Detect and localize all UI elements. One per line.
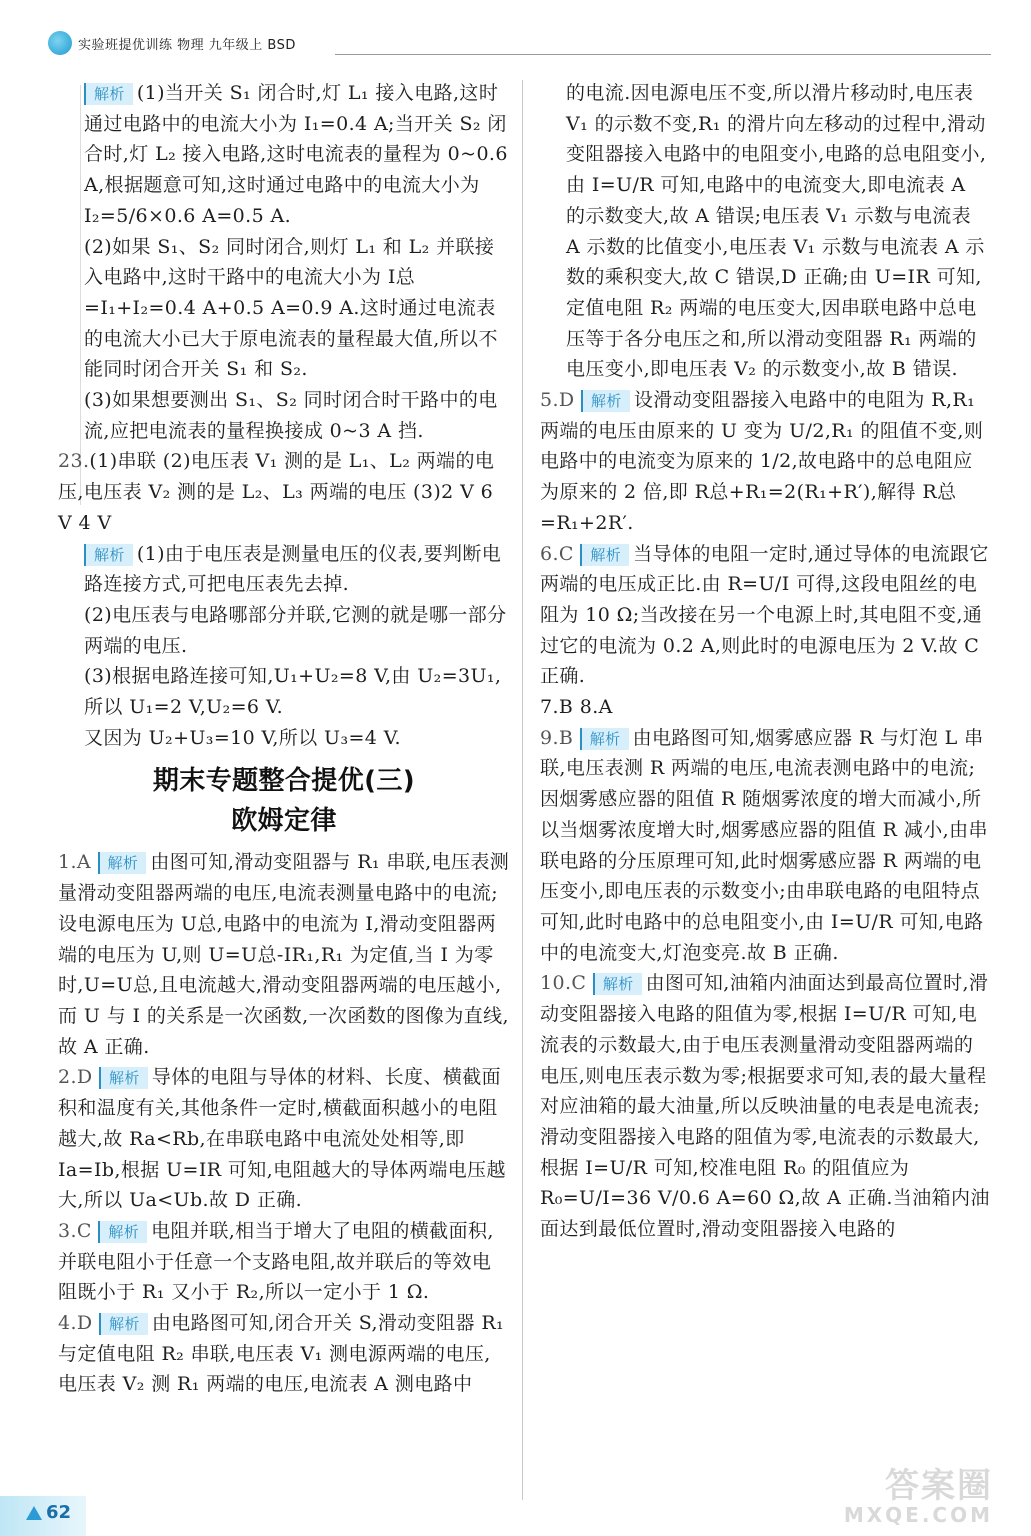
right-column xyxy=(540,78,990,1245)
watermark: 答案圈 MXQE.COM xyxy=(843,1466,993,1527)
analysis-tag: 解析 xyxy=(99,1067,148,1089)
analysis-paragraph: (2)如果 S₁、S₂ 同时闭合,则灯 L₁ 和 L₂ 并联接入电路中,这时干路中的电流大小为 I总=I₁+I₂=0.4 A+0.5 A=0.9 A.这时通过电流表的电流大小已大于原电流表的量程最大值,所以不能同时闭合开关 S₁ 和 S₂. xyxy=(84,235,498,381)
question-3-answer: 3.C 解析 电阻并联,相当于增大了电阻的横截面积,并联电阻小于任意一个支路电阻,故并联后的等效电阻既小于 R₁ 又小于 R₂,所以一定小于 1 Ω. xyxy=(58,1219,494,1304)
analysis-paragraph: (2)电压表与电路哪部分并联,它测的就是哪一部分两端的电压. xyxy=(84,603,507,657)
analysis-paragraph: (3)根据电路连接可知,U₁+U₂=8 V,由 U₂=3U₁,所以 U₁=2 V,U₂=6 V. xyxy=(84,665,502,719)
header-divider xyxy=(335,54,991,55)
analysis-tag: 解析 xyxy=(98,852,147,874)
question-7-8-answer: 7.B 8.A xyxy=(540,696,613,719)
analysis-tag: 解析 xyxy=(593,973,642,995)
analysis-tag: 解析 xyxy=(84,544,133,566)
analysis-paragraph: 解析 (1)由于电压表是测量电压的仪表,要判断电路连接方式,可把电压表先去掉. xyxy=(84,542,502,596)
question-1-answer: 1.A 解析 由图可知,滑动变阻器与 R₁ 串联,电压表测量滑动变阻器两端的电压,电流表测量电路中的电流;设电源电压为 U总,电路中的电流为 I,滑动变阻器两端的电压为 U,则 U=U总-IR₁,R₁ 为定值,当 I 为零时,U=U总,且电流越大,滑动变阻器两端的电压越小,而 U 与 I 的关系是一次函数,一次函数的图像为直线,故 A 正确. xyxy=(58,851,510,1058)
analysis-tag: 解析 xyxy=(98,1221,147,1243)
question-2-answer: 2.D 解析 导体的电阻与导体的材料、长度、横截面积和温度有关,其他条件一定时,横截面积越小的电阻越大,故 Ra<Rb,在串联电路中电流处处相等,即 Ia=Ib,根据 U=IR 可知,电阻越大的导体两端电压越大,所以 Ua<Ub.故 D 正确. xyxy=(58,1066,506,1212)
page-header xyxy=(48,30,296,56)
question-9-answer: 9.B 解析 由电路图可知,烟雾感应器 R 与灯泡 L 串联,电压表测 R 两端的电压,电流表测电路中的电流;因烟雾感应器的阻值 R 随烟雾浓度的增大而减小,所以当烟雾浓度增大时,烟雾感应器的阻值 R 减小,由串联电路的分压原理可知,此时烟雾感应器 R 两端的电压变小,即电压表的示数变小;由串联电路的电阻特点可知,此时电路中的总电阻变小,由 I=U/R 可知,电路中的电流变大,灯泡变亮.故 B 正确. xyxy=(540,726,988,964)
section-title: 期末专题整合提优(三) xyxy=(152,766,416,797)
question-5-answer: 5.D 解析 设滑动变阻器接入电路中的电阻为 R,R₁ 两端的电压由原来的 U 变为 U/2,R₁ 的阻值不变,则电路中的电流变为原来的 1/2,故电路中的总电阻应为原来的 2 倍,即 R总+R₁=2(R₁+R′),解得 R总=R₁+2R′. xyxy=(540,389,984,534)
page-number-band xyxy=(0,1496,86,1536)
analysis-paragraph: 解析 (1)当开关 S₁ 闭合时,灯 L₁ 接入电路,这时通过电路中的电流大小为 I₁=0.4 A;当开关 S₂ 闭合时,灯 L₂ 接入电路,这时电流表的量程为 0~0.6 A,根据题意可知,这时通过电路中的电流大小为 I₂=5/6×0.6 A=0.5 A. xyxy=(84,82,508,227)
analysis-tag: 解析 xyxy=(84,83,133,105)
question-4-answer: 4.D 解析 由电路图可知,闭合开关 S,滑动变阻器 R₁ 与定值电阻 R₂ 串联,电压表 V₁ 测电源两端的电压,电压表 V₂ 测 R₁ 两端的电压,电流表 A 测电路中 xyxy=(58,1312,505,1396)
arrow-up-icon xyxy=(26,1506,42,1520)
analysis-tag: 解析 xyxy=(580,544,629,566)
header-title: 实验班提优训练 物理 九年级上 BSD xyxy=(78,37,296,53)
book-logo-icon xyxy=(48,31,72,55)
question-6-answer: 6.C 解析 当导体的电阻一定时,通过导体的电流跟它两端的电压成正比.由 R=U/I 可得,这段电阻丝的电阻为 10 Ω;当改接在另一个电源上时,其电阻不变,通过它的电流为 0.2 A,则此时的电源电压为 2 V.故 C 正确. xyxy=(540,542,989,688)
section-subtitle: 欧姆定律 xyxy=(231,806,337,837)
question-10-answer: 10.C 解析 由图可知,油箱内油面达到最高位置时,滑动变阻器接入电路的阻值为零,根据 I=U/R 可知,电流表的示数最大,由于电压表测量滑动变阻器两端的电压,则电压表示数为零;根据要求可知,表的最大量程对应油箱的最大油量,所以反映油量的电表是电流表;滑动变阻器接入电路的阻值为零,电流表的示数最大,根据 I=U/R 可知,校准电阻 R₀ 的阻值应为 R₀=U/I=36 V/0.6 A=60 Ω,故 A 正确.当油箱内油面达到最低位置时,滑动变阻器接入电路的 xyxy=(540,972,990,1241)
left-column xyxy=(58,78,510,1400)
analysis-tag: 解析 xyxy=(99,1313,148,1335)
analysis-paragraph: 又因为 U₂+U₃=10 V,所以 U₃=4 V. xyxy=(84,726,401,749)
analysis-tag: 解析 xyxy=(581,390,630,412)
question-23-answer: 23.(1)串联 (2)电压表 V₁ 测的是 L₁、L₂ 两端的电压,电压表 V₂ 测的是 L₂、L₃ 两端的电压 (3)2 V 6 V 4 V xyxy=(58,450,495,534)
analysis-paragraph: (3)如果想要测出 S₁、S₂ 同时闭合时干路中的电流,应把电流表的量程换接成 0~3 A 挡. xyxy=(84,389,498,442)
page-number: 62 xyxy=(46,1502,72,1523)
column-divider xyxy=(522,80,523,1500)
analysis-continuation: 的电流.因电源电压不变,所以滑片移动时,电压表 V₁ 的示数不变,R₁ 的滑片向左移动的过程中,滑动变阻器接入电路中的电阻变小,电路的总电阻变小,由 I=U/R 可知,电路中的电流变大,即电流表 A 的示数变大,故 A 错误;电压表 V₁ 示数与电流表 A 示数的比值变小,电压表 V₁ 示数与电流表 A 示数的乘积变大,故 C 错误,D 正确;由 U=IR 可知,定值电阻 R₂ 两端的电压变大,因串联电路中总电压等于各分电压之和,所以滑动变阻器 R₁ 两端的电压变小,即电压表 V₂ 的示数变小,故 B 错误. xyxy=(566,82,987,381)
analysis-tag: 解析 xyxy=(580,728,629,750)
